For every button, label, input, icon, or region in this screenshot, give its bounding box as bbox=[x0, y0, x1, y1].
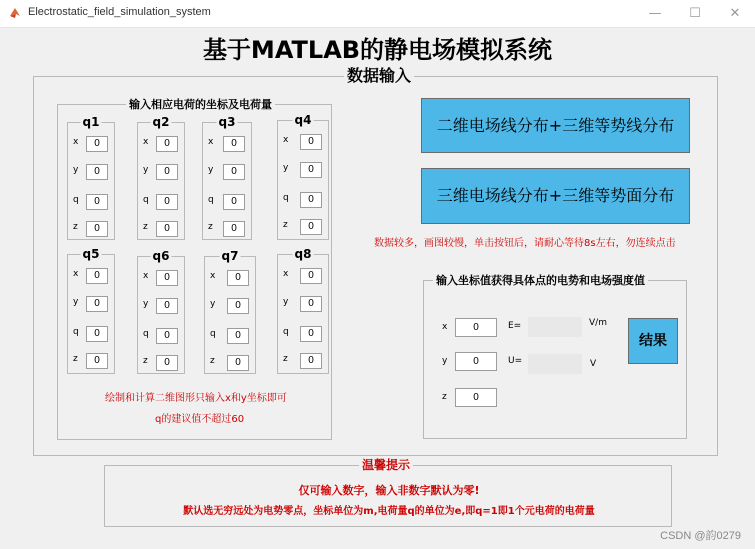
charge-z-input[interactable]: 0 bbox=[223, 221, 245, 237]
point-x-label: x bbox=[442, 322, 448, 332]
u-output bbox=[528, 354, 582, 374]
charge-q-label: q bbox=[73, 195, 79, 205]
charge-z-label: z bbox=[73, 222, 78, 232]
charge-box-2 bbox=[137, 115, 185, 240]
charge-z-input[interactable]: 0 bbox=[156, 221, 178, 237]
charge-title: q3 bbox=[218, 115, 236, 129]
charge-box-4 bbox=[277, 113, 329, 240]
charge-x-label: x bbox=[208, 137, 214, 147]
charge-z-label: z bbox=[210, 356, 215, 366]
charge-y-label: y bbox=[143, 299, 149, 309]
charge-q-input[interactable]: 0 bbox=[86, 326, 108, 342]
charge-q-input[interactable]: 0 bbox=[227, 328, 249, 344]
title-bar bbox=[0, 0, 755, 28]
charge-x-input[interactable]: 0 bbox=[86, 268, 108, 284]
page-title: 基于MATLAB的静电场模拟系统 bbox=[202, 36, 553, 64]
q-limit-note: q的建议值不超过60 bbox=[155, 414, 245, 425]
tips-panel bbox=[104, 458, 672, 527]
e-unit: V/m bbox=[589, 318, 607, 328]
charge-z-input[interactable]: 0 bbox=[227, 355, 249, 371]
plot-3d-field-button[interactable]: 三维电场线分布+三维等势面分布 bbox=[421, 168, 690, 224]
charge-q-label: q bbox=[208, 195, 214, 205]
charge-q-label: q bbox=[143, 329, 149, 339]
charge-box-8 bbox=[277, 247, 329, 374]
charge-q-label: q bbox=[283, 193, 289, 203]
window-title: Electrostatic_field_simulation_system bbox=[28, 6, 211, 18]
charge-x-input[interactable]: 0 bbox=[300, 134, 322, 150]
charge-z-label: z bbox=[208, 222, 213, 232]
data-input-title: 数据输入 bbox=[344, 68, 414, 84]
charge-y-label: y bbox=[208, 165, 214, 175]
charge-z-label: z bbox=[73, 354, 78, 364]
charge-z-input[interactable]: 0 bbox=[86, 353, 108, 369]
u-unit: V bbox=[590, 359, 597, 369]
charge-x-label: x bbox=[210, 271, 216, 281]
tips-title: 温馨提示 bbox=[359, 459, 413, 471]
charge-z-input[interactable]: 0 bbox=[156, 355, 178, 371]
charge-z-label: z bbox=[283, 220, 288, 230]
charge-title: q2 bbox=[152, 115, 170, 129]
charge-box-1 bbox=[67, 115, 115, 240]
charge-y-input[interactable]: 0 bbox=[300, 296, 322, 312]
charge-box-3 bbox=[202, 115, 252, 240]
charge-y-input[interactable]: 0 bbox=[86, 296, 108, 312]
charge-q-label: q bbox=[143, 195, 149, 205]
charge-title: q5 bbox=[82, 247, 100, 261]
charge-y-label: y bbox=[143, 165, 149, 175]
charge-box-7 bbox=[204, 249, 256, 374]
charge-x-label: x bbox=[283, 135, 289, 145]
charge-x-input[interactable]: 0 bbox=[156, 136, 178, 152]
charges-group-title: 输入相应电荷的坐标及电荷量 bbox=[126, 99, 275, 110]
charge-q-label: q bbox=[210, 329, 216, 339]
2d-input-note: 绘制和计算二维图形只输入x和y坐标即可 bbox=[105, 393, 287, 404]
e-output bbox=[528, 317, 582, 337]
charge-y-label: y bbox=[283, 163, 289, 173]
charge-x-label: x bbox=[283, 269, 289, 279]
charge-q-input[interactable]: 0 bbox=[156, 328, 178, 344]
minimize-button[interactable]: — bbox=[648, 6, 662, 21]
charge-title: q1 bbox=[82, 115, 100, 129]
charge-q-input[interactable]: 0 bbox=[86, 194, 108, 210]
charge-y-input[interactable]: 0 bbox=[300, 162, 322, 178]
charge-z-label: z bbox=[283, 354, 288, 364]
charge-z-input[interactable]: 0 bbox=[300, 353, 322, 369]
tip-line-2: 默认选无穷远处为电势零点，坐标单位为m,电荷量q的单位为e,即q=1即1个元电荷的电荷量 bbox=[183, 506, 595, 517]
charge-z-input[interactable]: 0 bbox=[86, 221, 108, 237]
charge-q-input[interactable]: 0 bbox=[300, 326, 322, 342]
point-y-input[interactable]: 0 bbox=[455, 352, 497, 371]
u-label: U= bbox=[508, 356, 523, 366]
charge-x-label: x bbox=[73, 137, 79, 147]
charge-x-label: x bbox=[143, 271, 149, 281]
wait-note: 数据较多，画图较慢，单击按钮后，请耐心等待8s左右，勿连续点击 bbox=[374, 238, 676, 249]
charge-q-label: q bbox=[283, 327, 289, 337]
point-y-label: y bbox=[442, 356, 448, 366]
charge-y-input[interactable]: 0 bbox=[86, 164, 108, 180]
charge-x-label: x bbox=[143, 137, 149, 147]
charge-title: q8 bbox=[294, 247, 312, 261]
charge-y-input[interactable]: 0 bbox=[227, 298, 249, 314]
charge-x-input[interactable]: 0 bbox=[156, 270, 178, 286]
point-x-input[interactable]: 0 bbox=[455, 318, 497, 337]
charge-z-label: z bbox=[143, 222, 148, 232]
charge-y-label: y bbox=[210, 299, 216, 309]
e-label: E= bbox=[508, 321, 522, 331]
point-query-title: 输入坐标值获得具体点的电势和电场强度值 bbox=[433, 275, 648, 286]
point-z-input[interactable]: 0 bbox=[455, 388, 497, 407]
charge-x-input[interactable]: 0 bbox=[86, 136, 108, 152]
charge-y-label: y bbox=[73, 165, 79, 175]
charge-title: q6 bbox=[152, 249, 170, 263]
charge-box-6 bbox=[137, 249, 185, 374]
charge-z-input[interactable]: 0 bbox=[300, 219, 322, 235]
maximize-button[interactable]: ☐ bbox=[689, 6, 701, 21]
charge-y-label: y bbox=[283, 297, 289, 307]
plot-2d-field-button[interactable]: 二维电场线分布+三维等势线分布 bbox=[421, 98, 690, 153]
charge-y-input[interactable]: 0 bbox=[223, 164, 245, 180]
tip-line-1: 仅可输入数字，输入非数字默认为零! bbox=[298, 484, 480, 497]
charge-z-label: z bbox=[143, 356, 148, 366]
charge-x-input[interactable]: 0 bbox=[223, 136, 245, 152]
charge-y-label: y bbox=[73, 297, 79, 307]
charge-q-label: q bbox=[73, 327, 79, 337]
charge-y-input[interactable]: 0 bbox=[156, 298, 178, 314]
charge-x-label: x bbox=[73, 269, 79, 279]
charge-title: q4 bbox=[294, 113, 312, 127]
watermark: CSDN @韵0279 bbox=[660, 530, 741, 542]
charge-q-input[interactable]: 0 bbox=[223, 194, 245, 210]
charge-y-input[interactable]: 0 bbox=[156, 164, 178, 180]
charge-title: q7 bbox=[221, 249, 239, 263]
charge-box-5 bbox=[67, 247, 115, 374]
charge-x-input[interactable]: 0 bbox=[227, 270, 249, 286]
close-button[interactable]: ✕ bbox=[729, 6, 741, 21]
point-z-label: z bbox=[442, 392, 447, 402]
charge-x-input[interactable]: 0 bbox=[300, 268, 322, 284]
charge-q-input[interactable]: 0 bbox=[156, 194, 178, 210]
charge-q-input[interactable]: 0 bbox=[300, 192, 322, 208]
result-button[interactable]: 结果 bbox=[628, 318, 678, 364]
matlab-app-icon bbox=[9, 7, 21, 19]
